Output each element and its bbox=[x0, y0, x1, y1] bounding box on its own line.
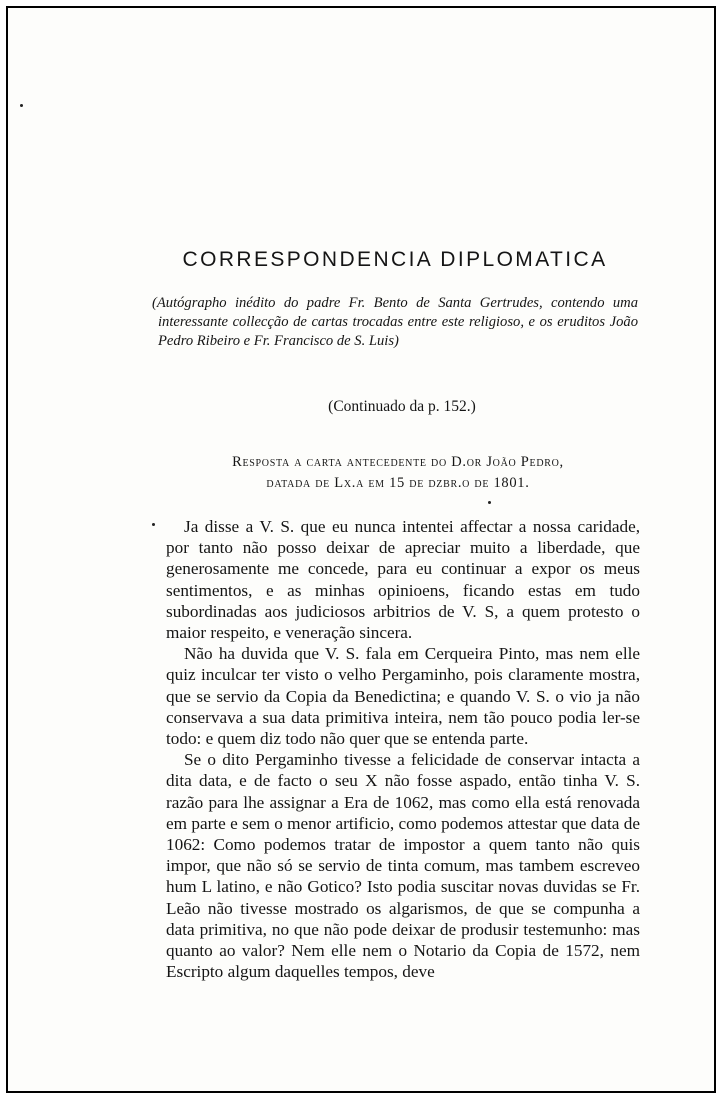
ink-speck bbox=[152, 523, 155, 526]
ink-speck bbox=[20, 104, 23, 107]
ink-speck bbox=[488, 501, 491, 504]
continuation-note: (Continuado da p. 152.) bbox=[328, 398, 476, 415]
paragraph: Não ha duvida que V. S. fala em Cerqueira Pinto, mas nem elle quiz inculcar ter visto o velho Pergaminho, pois claramente mostra, que se servio da Copia da Benedictina; e quando V. S. o vio ja não conservava a sua data primitiva inteira, nem tão pouco podia ler-se todo: e quem diz todo não quer que se entenda parte. bbox=[166, 644, 640, 749]
paragraph: Ja disse a V. S. que eu nunca intentei affectar a nossa caridade, por tanto não posso deixar de apreciar muito a liberdade, que generosamente me concede, para eu continuar a expor os meus sentimentos, e as minhas opinioens, ficando estas em tudo subordinadas aos judiciosos arbitrios de V. S, a quem protesto o maior respeito, e veneração sincera. bbox=[166, 517, 640, 643]
letter-body bbox=[166, 516, 640, 982]
document-page bbox=[6, 6, 716, 1093]
letter-heading bbox=[168, 452, 628, 494]
document-title: CORRESPONDENCIA DIPLOMATICA bbox=[182, 248, 608, 271]
document-subtitle: (Autógrapho inédito do padre Fr. Bento de Santa Gertrudes, contendo uma interessante collecção de cartas trocadas entre este religioso, e os eruditos João Pedro Ribeiro e Fr. Francisco de S. Luis) bbox=[152, 295, 638, 349]
letter-heading-line-2: datada de Lx.a em 15 de dzbr.o de 1801. bbox=[266, 475, 530, 491]
paragraph: Se o dito Pergaminho tivesse a felicidade de conservar intacta a dita data, e de facto o seu X não fosse aspado, então tinha V. S. razão para lhe assignar a Era de 1062, mas como ella está renovada em parte e sem o menor artificio, como podemos attestar que data de 1062: Como podemos tratar de impostor a quem tanto não quis impor, que não só se servio de tinta comum, mas tambem escreveo hum L latino, e não Gotico? Isto podia suscitar novas duvidas se Fr. Leão não tivesse mostrado os algarismos, de que se compunha a data primitiva, no que não pode deixar de produsir testemunho: mas quanto ao valor? Nem elle nem o Notario da Copia de 1572, nem Escripto algum daquelles tempos, deve bbox=[166, 750, 640, 982]
letter-heading-line-1: Resposta a carta antecedente do D.or João Pedro, bbox=[232, 454, 564, 470]
